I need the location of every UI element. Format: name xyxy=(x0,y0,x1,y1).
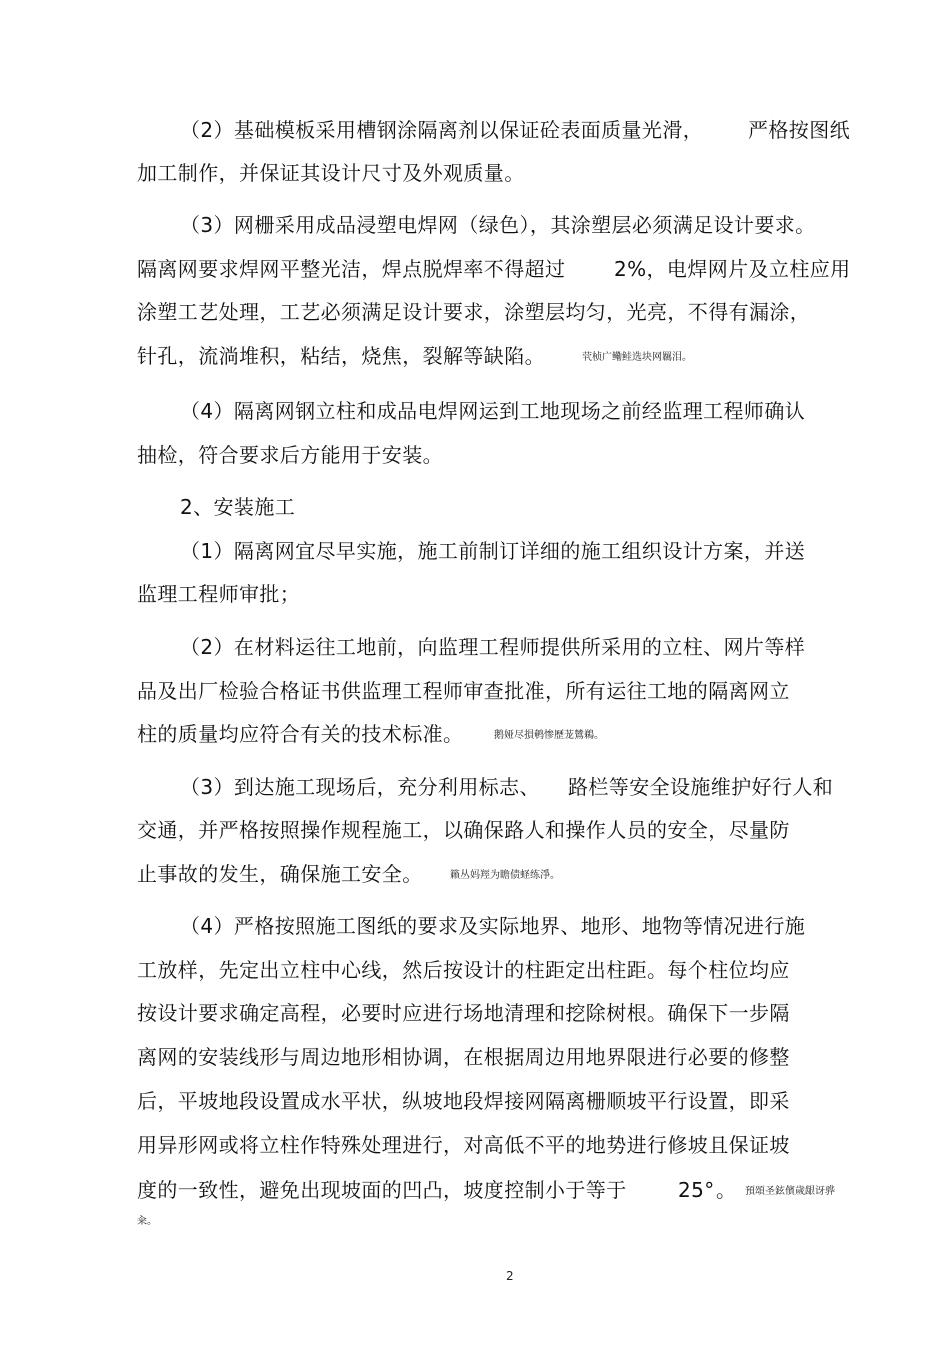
paragraph-line: 2%，电焊网片及立柱应用 xyxy=(614,257,851,281)
paragraph-line: 离网的安装线形与周边地形相协调，在根据周边用地界限进行必要的修整 xyxy=(137,1045,790,1069)
paragraph-line: （3）网栅采用成品浸塑电焊网（绿色），其涂塑层必须满足设计要求。 xyxy=(180,213,816,237)
paragraph-line: （4）隔离网钢立柱和成品电焊网运到工地现场之前经监理工程师确认 xyxy=(180,399,806,423)
paragraph-line: 隔离网要求焊网平整光洁，焊点脱焊率不得超过 xyxy=(137,257,566,281)
paragraph-line: 按设计要求确定高程，必要时应进行场地清理和挖除树根。确保下一步隔 xyxy=(137,1001,790,1025)
paragraph-line: 。 xyxy=(716,1178,737,1202)
paragraph-line: （2）在材料运往工地前，向监理工程师提供所采用的立柱、网片等样 xyxy=(180,635,806,659)
paragraph-line: 后，平坡地段设置成水平状，纵坡地段焊接网隔离栅顺坡平行设置，即采 xyxy=(137,1089,790,1113)
paragraph-line: 品及出厂检验合格证书供监理工程师审查批准，所有运往工地的隔离网立 xyxy=(137,679,790,703)
paragraph-line: 抽检，符合要求后方能用于安装。 xyxy=(137,443,443,467)
margin-note: 籟丛妈羥为瞻债蛏练淨。 xyxy=(450,870,560,881)
paragraph-line: （1）隔离网宜尽早实施，施工前制订详细的施工组织设计方案，并送 xyxy=(180,539,806,563)
paragraph-line: （3）到达施工现场后，充分利用标志、 xyxy=(180,775,540,799)
paragraph-line: 针孔，流淌堆积，粘结，烧焦，裂解等缺陷。 xyxy=(137,344,545,368)
paragraph-line: （2）基础模板采用槽钢涂隔离剂以保证砼表面质量光滑， xyxy=(180,118,704,142)
margin-note: 預頌圣鉉儐歲龈讶骅 xyxy=(745,1186,835,1197)
paragraph-line: 工放样，先定出立柱中心线，然后按设计的柱距定出柱距。每个柱位均应 xyxy=(137,958,790,982)
paragraph-line: 严格按图纸 xyxy=(748,118,850,142)
margin-note-continued: 籴。 xyxy=(137,1216,157,1227)
margin-note: 茕桢广鳓鲑选块网羈泪。 xyxy=(582,352,692,363)
paragraph-line: 交通，并严格按照操作规程施工，以确保路人和操作人员的安全，尽量防 xyxy=(137,818,790,842)
paragraph-line: 25° xyxy=(678,1178,715,1202)
page-number: 2 xyxy=(506,1269,514,1283)
paragraph-line: 度的一致性，避免出现坡面的凹凸，坡度控制小于等于 xyxy=(137,1178,627,1202)
margin-note: 鹅娅尽損鹌惨歷茏鷥鵜。 xyxy=(494,730,604,741)
paragraph-line: 止事故的发生，确保施工安全。 xyxy=(137,862,423,886)
section-heading: 2、安装施工 xyxy=(180,495,296,519)
paragraph-line: 监理工程师审批； xyxy=(137,582,301,606)
paragraph-line: 加工制作，并保证其设计尺寸及外观质量。 xyxy=(137,161,525,185)
paragraph-line: 用异形网或将立柱作特殊处理进行，对高低不平的地势进行修坡且保证坡 xyxy=(137,1133,790,1157)
paragraph-line: 涂塑工艺处理，工艺必须满足设计要求，涂塑层均匀，光亮，不得有漏涂， xyxy=(137,300,811,324)
paragraph-line: 路栏等安全设施维护好行人和 xyxy=(568,775,834,799)
paragraph-line: 柱的质量均应符合有关的技术标准。 xyxy=(137,722,464,746)
paragraph-line: （4）严格按照施工图纸的要求及实际地界、地形、地物等情况进行施 xyxy=(180,914,806,938)
